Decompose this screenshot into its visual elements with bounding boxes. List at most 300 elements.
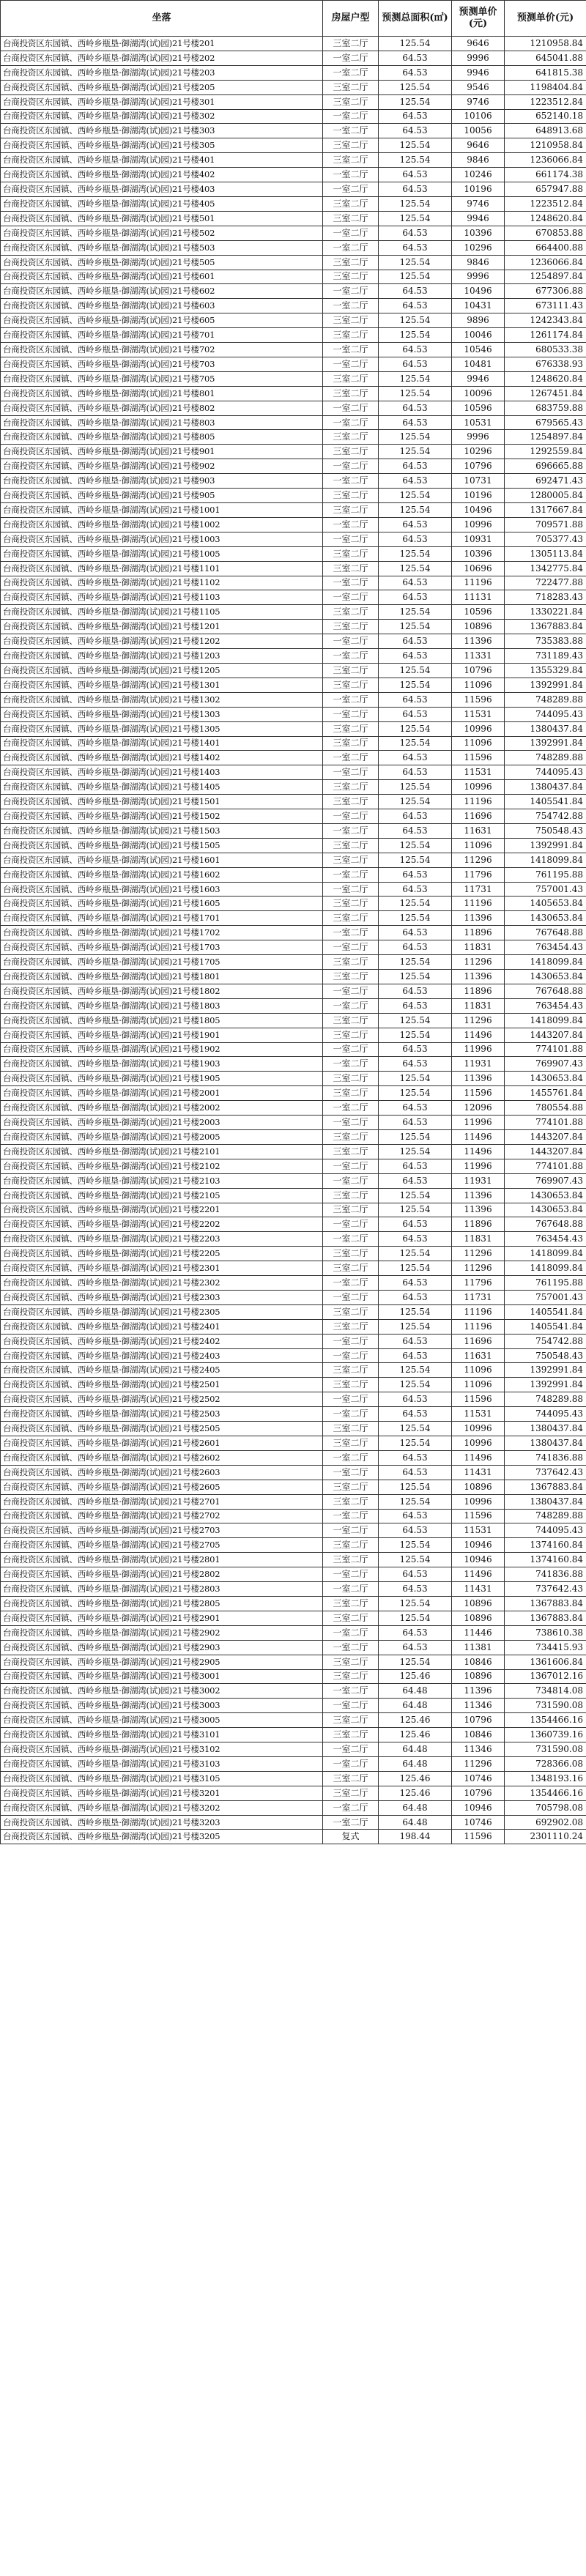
cell-unit-price: 10796 — [452, 663, 505, 678]
cell-area: 125.46 — [379, 1713, 452, 1728]
table-row — [1, 430, 586, 445]
cell-area: 125.54 — [379, 153, 452, 168]
cell-total-price: 737642.43 — [505, 1582, 586, 1597]
cell-unit-type: 三室二厅 — [323, 663, 379, 678]
cell-area: 125.54 — [379, 605, 452, 620]
cell-location: 台商投资区东园镇、西岭乡瓶垦·御湖湾(试)园)21号楼2102 — [1, 1159, 323, 1173]
cell-unit-type: 三室二厅 — [323, 838, 379, 853]
cell-unit-price: 11346 — [452, 1699, 505, 1713]
table-row — [1, 984, 586, 998]
cell-total-price: 741836.88 — [505, 1567, 586, 1582]
cell-unit-type: 三室二厅 — [323, 211, 379, 226]
cell-unit-type: 三室二厅 — [323, 1538, 379, 1553]
cell-location: 台商投资区东园镇、西岭乡瓶垦·御湖湾(试)园)21号楼905 — [1, 489, 323, 503]
cell-area: 125.54 — [379, 138, 452, 153]
cell-unit-price: 10996 — [452, 780, 505, 795]
cell-unit-price: 10431 — [452, 299, 505, 313]
cell-area: 64.53 — [379, 984, 452, 998]
cell-area: 125.54 — [379, 838, 452, 853]
cell-area: 125.54 — [379, 489, 452, 503]
cell-area: 64.53 — [379, 1042, 452, 1057]
cell-location: 台商投资区东园镇、西岭乡瓶垦·御湖湾(试)园)21号楼801 — [1, 386, 323, 401]
table-row — [1, 1129, 586, 1144]
cell-location: 台商投资区东园镇、西岭乡瓶垦·御湖湾(试)园)21号楼1602 — [1, 867, 323, 882]
table-row — [1, 459, 586, 474]
cell-unit-type: 三室二厅 — [323, 94, 379, 109]
cell-unit-price: 10731 — [452, 474, 505, 489]
cell-unit-type: 一室二厅 — [323, 1392, 379, 1407]
cell-unit-type: 一室二厅 — [323, 984, 379, 998]
cell-area: 125.54 — [379, 328, 452, 343]
cell-unit-price: 11996 — [452, 1159, 505, 1173]
table-row — [1, 153, 586, 168]
cell-area: 64.53 — [379, 1582, 452, 1597]
cell-area: 125.54 — [379, 663, 452, 678]
cell-area: 125.54 — [379, 1261, 452, 1276]
cell-unit-type: 一室二厅 — [323, 1217, 379, 1232]
table-row — [1, 1116, 586, 1130]
cell-location: 台商投资区东园镇、西岭乡瓶垦·御湖湾(试)园)21号楼3005 — [1, 1713, 323, 1728]
table-row — [1, 1728, 586, 1742]
cell-location: 台商投资区东园镇、西岭乡瓶垦·御湖湾(试)园)21号楼603 — [1, 299, 323, 313]
cell-unit-type: 一室二厅 — [323, 517, 379, 532]
cell-total-price: 741836.88 — [505, 1450, 586, 1465]
cell-unit-type: 一室二厅 — [323, 299, 379, 313]
cell-unit-price: 11696 — [452, 1334, 505, 1348]
table-row — [1, 1144, 586, 1159]
cell-unit-type: 三室二厅 — [323, 37, 379, 51]
cell-unit-price: 11996 — [452, 1042, 505, 1057]
cell-total-price: 1348193.16 — [505, 1771, 586, 1786]
cell-total-price: 683759.88 — [505, 401, 586, 415]
cell-total-price: 737642.43 — [505, 1465, 586, 1480]
cell-area: 125.54 — [379, 1538, 452, 1553]
cell-total-price: 774101.88 — [505, 1159, 586, 1173]
cell-unit-type: 一室二厅 — [323, 1232, 379, 1247]
cell-unit-price: 10106 — [452, 109, 505, 124]
cell-unit-price: 11996 — [452, 1116, 505, 1130]
cell-unit-type: 一室二厅 — [323, 1348, 379, 1363]
cell-area: 64.53 — [379, 240, 452, 255]
cell-unit-price: 11196 — [452, 1319, 505, 1334]
cell-location: 台商投资区东园镇、西岭乡瓶垦·御湖湾(试)园)21号楼201 — [1, 37, 323, 51]
cell-total-price: 750548.43 — [505, 1348, 586, 1363]
cell-area: 125.54 — [379, 970, 452, 984]
cell-area: 125.54 — [379, 313, 452, 328]
cell-unit-type: 一室二厅 — [323, 1815, 379, 1830]
cell-unit-price: 11296 — [452, 1261, 505, 1276]
cell-unit-price: 11496 — [452, 1450, 505, 1465]
cell-unit-price: 10596 — [452, 401, 505, 415]
cell-unit-type: 一室二厅 — [323, 926, 379, 940]
cell-unit-price: 11096 — [452, 1378, 505, 1392]
cell-area: 125.54 — [379, 561, 452, 576]
cell-unit-price: 9646 — [452, 37, 505, 51]
cell-total-price: 748289.88 — [505, 751, 586, 765]
cell-total-price: 1267451.84 — [505, 386, 586, 401]
cell-location: 台商投资区东园镇、西岭乡瓶垦·御湖湾(试)园)21号楼301 — [1, 94, 323, 109]
cell-unit-type: 三室二厅 — [323, 270, 379, 284]
table-row — [1, 1159, 586, 1173]
table-row — [1, 1232, 586, 1247]
cell-total-price: 645041.88 — [505, 51, 586, 65]
cell-unit-type: 一室二厅 — [323, 1465, 379, 1480]
table-row — [1, 576, 586, 590]
cell-location: 台商投资区东园镇、西岭乡瓶垦·御湖湾(试)园)21号楼1601 — [1, 853, 323, 867]
cell-area: 64.53 — [379, 474, 452, 489]
cell-unit-price: 9946 — [452, 65, 505, 80]
cell-unit-price: 11396 — [452, 970, 505, 984]
cell-location: 台商投资区东园镇、西岭乡瓶垦·御湖湾(试)园)21号楼602 — [1, 284, 323, 299]
table-row — [1, 371, 586, 386]
cell-total-price: 757001.43 — [505, 1290, 586, 1304]
cell-unit-price: 11096 — [452, 736, 505, 751]
table-row — [1, 780, 586, 795]
cell-unit-price: 10396 — [452, 546, 505, 561]
cell-location: 台商投资区东园镇、西岭乡瓶垦·御湖湾(试)园)21号楼705 — [1, 371, 323, 386]
cell-area: 64.53 — [379, 343, 452, 357]
cell-unit-price: 10846 — [452, 1728, 505, 1742]
cell-location: 台商投资区东园镇、西岭乡瓶垦·御湖湾(试)园)21号楼1405 — [1, 780, 323, 795]
cell-unit-price: 10996 — [452, 1436, 505, 1451]
cell-area: 125.54 — [379, 1378, 452, 1392]
cell-area: 64.48 — [379, 1815, 452, 1830]
cell-total-price: 1392991.84 — [505, 736, 586, 751]
cell-unit-price: 11396 — [452, 634, 505, 649]
cell-location: 台商投资区东园镇、西岭乡瓶垦·御湖湾(试)园)21号楼3201 — [1, 1786, 323, 1800]
cell-total-price: 1367883.84 — [505, 1611, 586, 1625]
cell-unit-type: 一室二厅 — [323, 1742, 379, 1757]
cell-unit-price: 10196 — [452, 489, 505, 503]
cell-unit-price: 10996 — [452, 721, 505, 736]
cell-unit-price: 11331 — [452, 649, 505, 664]
cell-location: 台商投资区东园镇、西岭乡瓶垦·御湖湾(试)园)21号楼401 — [1, 153, 323, 168]
cell-location: 台商投资区东园镇、西岭乡瓶垦·御湖湾(试)园)21号楼2301 — [1, 1261, 323, 1276]
cell-area: 64.53 — [379, 576, 452, 590]
cell-area: 64.53 — [379, 299, 452, 313]
table-row — [1, 926, 586, 940]
cell-location: 台商投资区东园镇、西岭乡瓶垦·御湖湾(试)园)21号楼2603 — [1, 1465, 323, 1480]
cell-unit-type: 一室二厅 — [323, 1276, 379, 1291]
cell-unit-price: 11381 — [452, 1640, 505, 1655]
table-row — [1, 897, 586, 911]
table-row — [1, 721, 586, 736]
cell-unit-price: 12096 — [452, 1101, 505, 1116]
cell-area: 125.54 — [379, 1247, 452, 1261]
cell-area: 64.53 — [379, 1348, 452, 1363]
cell-area: 64.53 — [379, 284, 452, 299]
table-row — [1, 998, 586, 1013]
cell-total-price: 1405541.84 — [505, 1319, 586, 1334]
cell-area: 125.54 — [379, 211, 452, 226]
cell-location: 台商投资区东园镇、西岭乡瓶垦·御湖湾(试)园)21号楼2702 — [1, 1509, 323, 1523]
cell-area: 64.53 — [379, 809, 452, 824]
cell-location: 台商投资区东园镇、西岭乡瓶垦·御湖湾(试)园)21号楼1001 — [1, 503, 323, 518]
cell-location: 台商投资区东园镇、西岭乡瓶垦·御湖湾(试)园)21号楼3105 — [1, 1771, 323, 1786]
cell-total-price: 664400.88 — [505, 240, 586, 255]
table-row — [1, 1509, 586, 1523]
cell-total-price: 761195.88 — [505, 1276, 586, 1291]
table-row — [1, 1742, 586, 1757]
table-row — [1, 196, 586, 211]
cell-area: 64.53 — [379, 1334, 452, 1348]
cell-unit-price: 10246 — [452, 168, 505, 182]
cell-unit-type: 三室二厅 — [323, 1072, 379, 1086]
cell-unit-price: 11631 — [452, 823, 505, 838]
table-row — [1, 853, 586, 867]
cell-unit-type: 一室二厅 — [323, 1334, 379, 1348]
cell-unit-price: 10481 — [452, 357, 505, 371]
cell-total-price: 735383.88 — [505, 634, 586, 649]
cell-area: 125.54 — [379, 80, 452, 94]
cell-location: 台商投资区东园镇、西岭乡瓶垦·御湖湾(试)园)21号楼3103 — [1, 1756, 323, 1771]
cell-unit-type: 一室二厅 — [323, 1407, 379, 1422]
cell-total-price: 1380437.84 — [505, 721, 586, 736]
cell-total-price: 763454.43 — [505, 1232, 586, 1247]
cell-unit-type: 一室二厅 — [323, 168, 379, 182]
cell-unit-price: 9996 — [452, 430, 505, 445]
cell-total-price: 1455761.84 — [505, 1086, 586, 1101]
cell-area: 125.54 — [379, 1203, 452, 1217]
table-row — [1, 1553, 586, 1567]
cell-area: 125.54 — [379, 546, 452, 561]
table-row — [1, 517, 586, 532]
cell-total-price: 1210958.84 — [505, 138, 586, 153]
cell-unit-price: 10196 — [452, 182, 505, 197]
cell-unit-type: 一室二厅 — [323, 1101, 379, 1116]
table-row — [1, 1319, 586, 1334]
cell-area: 125.54 — [379, 897, 452, 911]
table-row — [1, 882, 586, 897]
cell-total-price: 748289.88 — [505, 1509, 586, 1523]
cell-area: 64.53 — [379, 1232, 452, 1247]
cell-location: 台商投资区东园镇、西岭乡瓶垦·御湖湾(试)园)21号楼2601 — [1, 1436, 323, 1451]
cell-unit-type: 一室二厅 — [323, 415, 379, 430]
cell-unit-type: 三室二厅 — [323, 1422, 379, 1436]
cell-unit-price: 10896 — [452, 1596, 505, 1611]
cell-total-price: 1354466.16 — [505, 1713, 586, 1728]
cell-unit-price: 10846 — [452, 1655, 505, 1669]
cell-location: 台商投资区东园镇、西岭乡瓶垦·御湖湾(试)园)21号楼2403 — [1, 1348, 323, 1363]
cell-total-price: 769907.43 — [505, 1173, 586, 1188]
table-row — [1, 51, 586, 65]
cell-area: 125.54 — [379, 795, 452, 809]
cell-location: 台商投资区东园镇、西岭乡瓶垦·御湖湾(试)园)21号楼2705 — [1, 1538, 323, 1553]
cell-unit-type: 三室二厅 — [323, 371, 379, 386]
cell-area: 64.53 — [379, 692, 452, 707]
table-row — [1, 1567, 586, 1582]
table-row — [1, 109, 586, 124]
cell-area: 64.53 — [379, 926, 452, 940]
cell-total-price: 1254897.84 — [505, 430, 586, 445]
cell-unit-type: 复式 — [323, 1830, 379, 1844]
cell-unit-type: 三室二厅 — [323, 1304, 379, 1319]
cell-area: 64.53 — [379, 940, 452, 955]
cell-unit-price: 10746 — [452, 1815, 505, 1830]
cell-unit-type: 一室二厅 — [323, 634, 379, 649]
cell-area: 64.53 — [379, 1057, 452, 1072]
table-row — [1, 343, 586, 357]
cell-unit-price: 11496 — [452, 1028, 505, 1042]
table-row — [1, 357, 586, 371]
cell-location: 台商投资区东园镇、西岭乡瓶垦·御湖湾(试)园)21号楼1102 — [1, 576, 323, 590]
cell-location: 台商投资区东园镇、西岭乡瓶垦·御湖湾(试)园)21号楼703 — [1, 357, 323, 371]
cell-unit-price: 9846 — [452, 255, 505, 270]
cell-total-price: 731189.43 — [505, 649, 586, 664]
cell-total-price: 757001.43 — [505, 882, 586, 897]
table-row — [1, 168, 586, 182]
cell-unit-price: 10896 — [452, 1611, 505, 1625]
cell-total-price: 1242343.84 — [505, 313, 586, 328]
cell-total-price: 728366.08 — [505, 1756, 586, 1771]
cell-area: 64.53 — [379, 1407, 452, 1422]
cell-location: 台商投资区东园镇、西岭乡瓶垦·御湖湾(试)园)21号楼205 — [1, 80, 323, 94]
table-row — [1, 751, 586, 765]
cell-total-price: 680533.38 — [505, 343, 586, 357]
cell-unit-type: 一室二厅 — [323, 343, 379, 357]
table-row — [1, 1057, 586, 1072]
cell-unit-type: 三室二厅 — [323, 678, 379, 692]
cell-unit-type: 三室二厅 — [323, 1319, 379, 1334]
cell-total-price: 673111.43 — [505, 299, 586, 313]
cell-unit-type: 三室二厅 — [323, 1771, 379, 1786]
cell-location: 台商投资区东园镇、西岭乡瓶垦·御湖湾(试)园)21号楼1205 — [1, 663, 323, 678]
cell-area: 125.54 — [379, 503, 452, 518]
table-row — [1, 1392, 586, 1407]
cell-total-price: 780554.88 — [505, 1101, 586, 1116]
cell-area: 125.54 — [379, 1013, 452, 1028]
cell-location: 台商投资区东园镇、西岭乡瓶垦·御湖湾(试)园)21号楼2402 — [1, 1334, 323, 1348]
table-row — [1, 1086, 586, 1101]
cell-area: 64.53 — [379, 51, 452, 65]
cell-total-price: 1430653.84 — [505, 911, 586, 926]
cell-area: 64.48 — [379, 1742, 452, 1757]
cell-unit-price: 11196 — [452, 795, 505, 809]
cell-unit-price: 9746 — [452, 196, 505, 211]
cell-location: 台商投资区东园镇、西岭乡瓶垦·御湖湾(试)园)21号楼701 — [1, 328, 323, 343]
cell-area: 125.46 — [379, 1771, 452, 1786]
cell-total-price: 774101.88 — [505, 1042, 586, 1057]
cell-unit-type: 三室二厅 — [323, 1669, 379, 1684]
table-row — [1, 1173, 586, 1188]
table-row — [1, 1188, 586, 1203]
table-row — [1, 1276, 586, 1291]
cell-unit-type: 三室二厅 — [323, 1247, 379, 1261]
cell-unit-type: 三室二厅 — [323, 561, 379, 576]
cell-unit-type: 三室二厅 — [323, 445, 379, 459]
cell-total-price: 1236066.84 — [505, 255, 586, 270]
cell-unit-price: 11896 — [452, 1217, 505, 1232]
cell-location: 台商投资区东园镇、西岭乡瓶垦·御湖湾(试)园)21号楼305 — [1, 138, 323, 153]
table-row — [1, 328, 586, 343]
cell-area: 125.54 — [379, 1304, 452, 1319]
cell-total-price: 709571.88 — [505, 517, 586, 532]
table-row — [1, 1304, 586, 1319]
cell-total-price: 761195.88 — [505, 867, 586, 882]
cell-unit-type: 一室二厅 — [323, 1116, 379, 1130]
cell-unit-type: 三室二厅 — [323, 736, 379, 751]
cell-location: 台商投资区东园镇、西岭乡瓶垦·御湖湾(试)园)21号楼1605 — [1, 897, 323, 911]
cell-total-price: 1430653.84 — [505, 1203, 586, 1217]
cell-location: 台商投资区东园镇、西岭乡瓶垦·御湖湾(试)园)21号楼1105 — [1, 605, 323, 620]
cell-unit-type: 一室二厅 — [323, 998, 379, 1013]
cell-area: 64.53 — [379, 168, 452, 182]
cell-area: 64.53 — [379, 1450, 452, 1465]
cell-area: 125.54 — [379, 37, 452, 51]
cell-unit-type: 一室二厅 — [323, 940, 379, 955]
cell-unit-type: 三室二厅 — [323, 1611, 379, 1625]
cell-area: 64.48 — [379, 1800, 452, 1815]
cell-unit-type: 三室二厅 — [323, 1596, 379, 1611]
cell-location: 台商投资区东园镇、西岭乡瓶垦·御湖湾(试)园)21号楼1203 — [1, 649, 323, 664]
cell-area: 64.48 — [379, 1684, 452, 1699]
cell-unit-type: 一室二厅 — [323, 1640, 379, 1655]
table-row — [1, 1348, 586, 1363]
cell-location: 台商投资区东园镇、西岭乡瓶垦·御湖湾(试)园)21号楼505 — [1, 255, 323, 270]
cell-location: 台商投资区东园镇、西岭乡瓶垦·御湖湾(试)园)21号楼403 — [1, 182, 323, 197]
table-row — [1, 867, 586, 882]
cell-area: 125.54 — [379, 955, 452, 970]
table-row — [1, 1465, 586, 1480]
cell-unit-price: 11296 — [452, 955, 505, 970]
cell-area: 64.53 — [379, 109, 452, 124]
cell-location: 台商投资区东园镇、西岭乡瓶垦·御湖湾(试)园)21号楼2303 — [1, 1290, 323, 1304]
cell-total-price: 1236066.84 — [505, 153, 586, 168]
cell-area: 64.53 — [379, 1640, 452, 1655]
table-row — [1, 1699, 586, 1713]
cell-area: 125.46 — [379, 1728, 452, 1742]
cell-area: 64.53 — [379, 1159, 452, 1173]
cell-total-price: 705798.08 — [505, 1800, 586, 1815]
cell-total-price: 774101.88 — [505, 1116, 586, 1130]
table-row — [1, 255, 586, 270]
cell-total-price: 744095.43 — [505, 765, 586, 780]
table-row — [1, 1830, 586, 1844]
cell-location: 台商投资区东园镇、西岭乡瓶垦·御湖湾(试)园)21号楼1802 — [1, 984, 323, 998]
cell-unit-price: 10996 — [452, 517, 505, 532]
cell-location: 台商投资区东园镇、西岭乡瓶垦·御湖湾(试)园)21号楼1702 — [1, 926, 323, 940]
cell-unit-type: 一室二厅 — [323, 109, 379, 124]
cell-unit-type: 三室二厅 — [323, 1494, 379, 1509]
cell-unit-price: 11796 — [452, 867, 505, 882]
cell-unit-type: 一室二厅 — [323, 474, 379, 489]
cell-area: 64.53 — [379, 867, 452, 882]
cell-unit-price: 11596 — [452, 1086, 505, 1101]
cell-unit-price: 11296 — [452, 853, 505, 867]
cell-area: 125.54 — [379, 678, 452, 692]
cell-location: 台商投资区东园镇、西岭乡瓶垦·御湖湾(试)园)21号楼2502 — [1, 1392, 323, 1407]
table-header — [1, 1, 586, 37]
cell-area: 125.54 — [379, 620, 452, 634]
cell-unit-price: 10946 — [452, 1538, 505, 1553]
cell-location: 台商投资区东园镇、西岭乡瓶垦·御湖湾(试)园)21号楼2703 — [1, 1523, 323, 1538]
table-row — [1, 1684, 586, 1699]
cell-location: 台商投资区东园镇、西岭乡瓶垦·御湖湾(试)园)21号楼2802 — [1, 1567, 323, 1582]
cell-area: 125.54 — [379, 1436, 452, 1451]
table-row — [1, 838, 586, 853]
cell-total-price: 1248620.84 — [505, 371, 586, 386]
cell-total-price: 1355329.84 — [505, 663, 586, 678]
cell-unit-price: 10596 — [452, 605, 505, 620]
cell-unit-type: 一室二厅 — [323, 1699, 379, 1713]
cell-total-price: 679565.43 — [505, 415, 586, 430]
cell-unit-type: 一室二厅 — [323, 284, 379, 299]
cell-unit-type: 一室二厅 — [323, 751, 379, 765]
cell-location: 台商投资区东园镇、西岭乡瓶垦·御湖湾(试)园)21号楼1801 — [1, 970, 323, 984]
cell-unit-type: 三室二厅 — [323, 313, 379, 328]
cell-total-price: 722477.88 — [505, 576, 586, 590]
cell-total-price: 705377.43 — [505, 532, 586, 546]
